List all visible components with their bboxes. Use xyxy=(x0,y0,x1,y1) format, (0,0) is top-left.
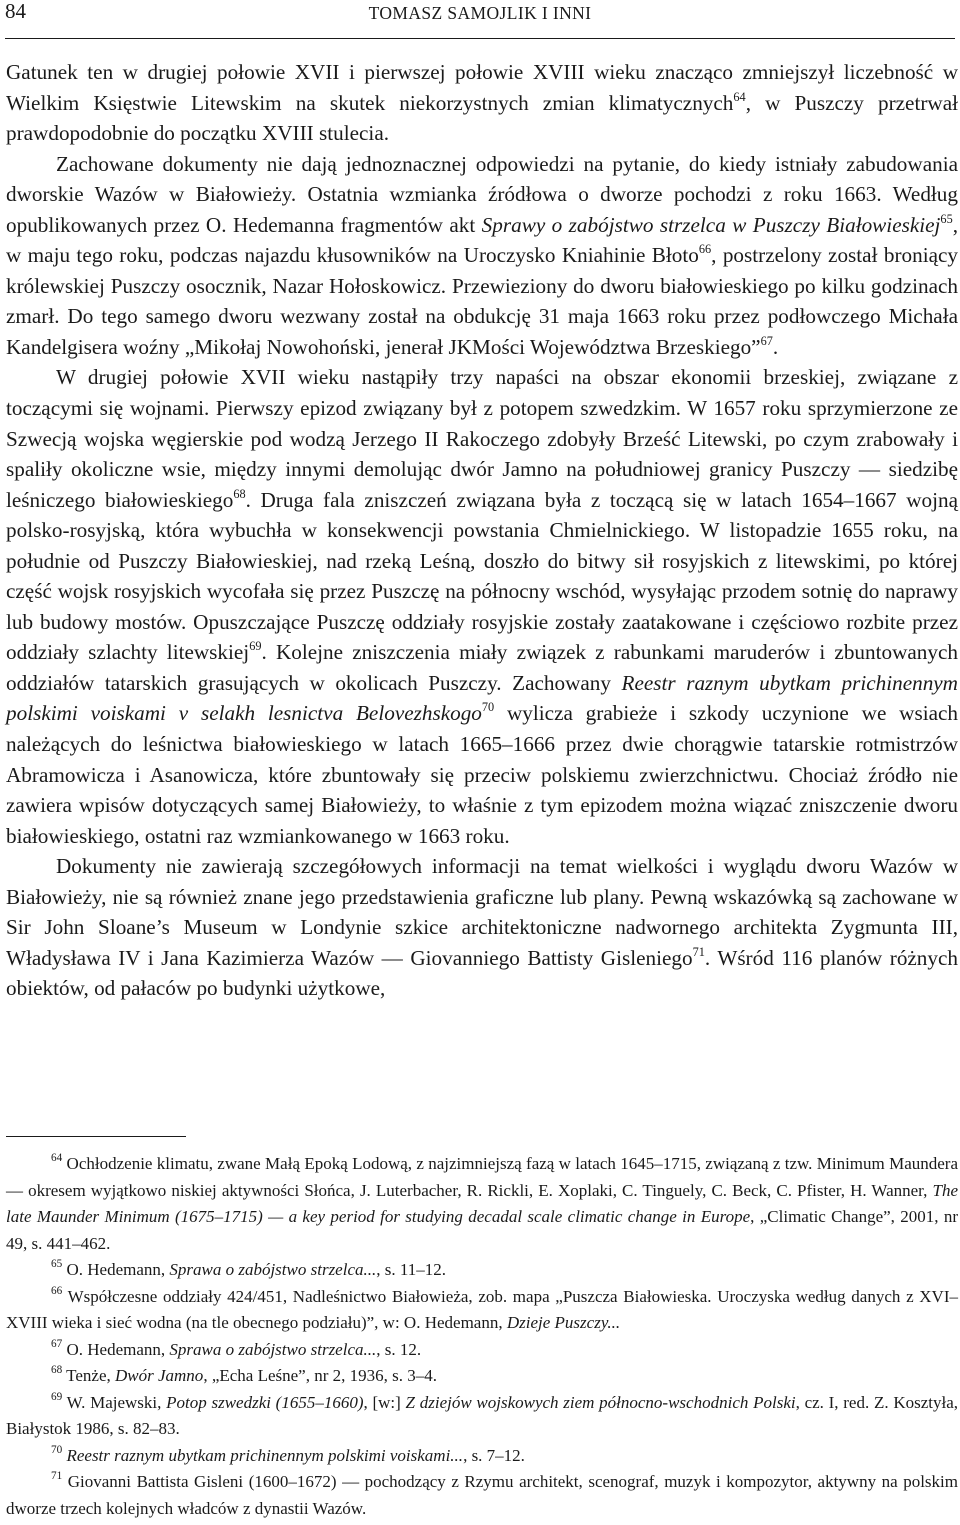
footnote-reference: 68 xyxy=(233,486,246,501)
italic-title-text: Sprawa o zabójstwo strzelca... xyxy=(169,1339,377,1359)
footnote xyxy=(6,1257,958,1284)
text-run: . Kolejne zniszczenia miały związek z rabunkami maruderów i zbuntowanych oddziałów tatarskich grasujących w okolicach Puszczy. Zachowany xyxy=(6,640,958,695)
footnote-number: 64 xyxy=(51,1152,63,1165)
running-head: TOMASZ SAMOJLIK I INNI xyxy=(368,3,592,23)
footnote-number: 67 xyxy=(51,1337,63,1350)
text-run: . Wśród 116 planów różnych obiektów, od pałaców po budynki użytkowe, xyxy=(6,945,958,1001)
footnote-reference: 64 xyxy=(733,89,746,104)
text-run: , w Puszczy przetrwał prawdopodobnie do początku XVIII stulecia. xyxy=(6,90,958,146)
italic-title-text: Dwór Jamno xyxy=(115,1366,204,1385)
header-rule xyxy=(5,38,955,39)
footnote-reference: 67 xyxy=(760,333,773,348)
text-run: wylicza grabieże i szkody uczynione we wsiach należących do leśnictwa białowieskiego w latach 1665–1666 przez dwie chorągwie tatarskie rotmistrzów Abramowicza i Asanowicza, które zbuntowały się przeciw polskiemu zwierzchnictwu. Chociaż źródło nie zawiera wpisów dotyczących samej Białowieży, to właśnie z tym epizodem można wiązać zniszczenie dworu białowieskiego, ostatni raz wzmiankowanego w 1663 roku. xyxy=(6,701,958,848)
footnote-number: 68 xyxy=(51,1364,63,1377)
footnote xyxy=(6,1337,958,1364)
footnote xyxy=(6,1469,958,1522)
text-run: Gatunek ten w drugiej połowie XVII i pierwszej połowie XVIII wieku znacząco zmniejszył liczebność w Wielkim Księstwie Litewskim na skutek niekorzystnych zmian klimatycznych xyxy=(6,60,958,115)
footnote xyxy=(6,1363,958,1390)
italic-title-text: Potop szwedzki (1655–1660) xyxy=(166,1392,364,1412)
main-text xyxy=(6,57,958,1004)
text-run: O. Hedemann, xyxy=(62,1339,170,1359)
text-run: O. Hedemann, xyxy=(62,1260,170,1279)
text-run: W drugiej połowie XVII wieku nastąpiły trzy napaści na obszar ekonomii brzeskiej, związane z toczącymi się wojnami. Pierwszy epizod związany był z potopem szwedzkim. W 1657 roku sprzymierzone ze Szwecją wojska węgierskie pod wodzą Jerzego II Rakoczego zdobyły Brześć Litewski, po czym zrabowały i spaliły okoliczne wsie, między innymi demolując dwór Jamno na południowej granicy Puszczy — siedzibę leśniczego białowieskiego xyxy=(6,365,958,512)
text-run: , [w:] xyxy=(363,1392,406,1412)
body-paragraph xyxy=(6,149,958,363)
footnote-number: 66 xyxy=(51,1284,63,1297)
text-run: , w maju tego roku, podczas najazdu kłusowników na Uroczysko Kniahinie Błoto xyxy=(6,212,958,268)
italic-title-text: The late Maunder Minimum (1675–1715) — a key period for studying decadal scale climatic change in Europe xyxy=(6,1180,958,1226)
italic-title-text: Reestr raznym ubytkam prichinennym polskimi voiskami v selakh lesnictva Belovezhskogo xyxy=(6,670,958,726)
italic-title-text: Z dziejów wojskowych ziem północno-wschodnich Polski xyxy=(405,1392,796,1412)
text-run: , s. 11–12. xyxy=(376,1260,446,1279)
footnote-reference: 66 xyxy=(698,242,712,257)
text-run: Dokumenty nie zawierają szczegółowych informacji na temat wielkości i wyglądu dworu Wazów w Białowieży, nie są również znane jego przedstawienia graficzne lub plany. Pewną wskazówką są zachowane w Sir John Sloane’s Museum w Londynie szkice architektoniczne nadwornego architekta Zygmunta III, Władysława IV i Jana Kazimierza Wazów — Giovanniego Battisty Gisleniego xyxy=(6,854,958,970)
footnote-reference: 70 xyxy=(481,700,495,715)
text-run: , „Echa Leśne”, nr 2, 1936, s. 3–4. xyxy=(203,1366,437,1385)
footnote xyxy=(6,1284,958,1337)
footnote-number: 69 xyxy=(51,1390,63,1403)
page-number: 84 xyxy=(5,0,26,23)
body-paragraph xyxy=(6,851,958,1004)
text-run: , „Climatic Change”, 2001, nr 49, s. 441–462. xyxy=(6,1207,958,1253)
text-run: , postrzelony został broniący królewskiej Puszczy osocznik, Nazar Hołoskowicz. Przewieziony do dworu białowieskiego po kilku godzinach zmarł. Do tego samego dworu wezwany został na obdukcję 31 maja 1663 roku przez podłowczego Michała Kandelgisera woźny „Mikołaj Nowohoński, jenerał JKMości Województwa Brzeskiego” xyxy=(6,243,958,359)
page-header xyxy=(5,0,955,26)
footnote-number: 71 xyxy=(51,1470,63,1483)
text-run: . xyxy=(772,334,779,359)
text-run: Współczesne oddziały 424/451, Nadleśnictwo Białowieża, zob. mapa „Puszcza Białowieska. Uroczyska według danych z XVI–XVIII wieka i sieć wodna (na tle obecnego podziału)”, w: O. Hedemann, xyxy=(6,1286,958,1332)
text-run: Ochłodzenie klimatu, zwane Małą Epoką Lodową, z najzimniejszą fazą w latach 1645–1715, związaną z tzw. Minimum Maundera — okresem wyjątkowo niskiej aktywności Słońca, J. Luterbacher, R. Rickli, E. Xoplaki, C. Tinguely, C. Beck, C. Pfister, H. Wanner, xyxy=(6,1154,958,1200)
italic-title-text: Sprawy o zabójstwo strzelca w Puszczy Białowieskiej xyxy=(481,212,941,237)
footnote-reference: 65 xyxy=(940,211,953,226)
body-paragraph xyxy=(6,57,958,149)
footnote-number: 70 xyxy=(51,1443,63,1456)
text-run: , s. 12. xyxy=(376,1339,422,1359)
text-run: Giovanni Battista Gisleni (1600–1672) — pochodzący z Rzymu architekt, scenograf, muzyk i kompozytor, aktywny na polskim dworze trzech kolejnych władców z dynastii Wazów. xyxy=(6,1472,958,1518)
footnote xyxy=(6,1443,958,1470)
italic-title-text: Reestr raznym ubytkam prichinennym polskimi voiskami... xyxy=(66,1445,464,1465)
footnote-reference: 71 xyxy=(692,944,705,959)
text-run: , s. 7–12. xyxy=(463,1445,525,1465)
footnote-separator xyxy=(6,1136,186,1137)
footnotes-section xyxy=(6,1151,958,1522)
text-run: Zachowane dokumenty nie dają jednoznacznej odpowiedzi na pytanie, do kiedy istniały zabudowania dworskie Wazów w Białowieży. Ostatnia wzmianka źródłowa o dworze pochodzi z roku 1663. Według opublikowanych przez O. Hedemanna fragmentów akt xyxy=(6,151,958,237)
footnote xyxy=(6,1151,958,1257)
text-run: W. Majewski, xyxy=(62,1392,167,1412)
italic-title-text: Dzieje Puszczy... xyxy=(506,1313,621,1332)
body-paragraph xyxy=(6,362,958,851)
italic-title-text: Sprawa o zabójstwo strzelca... xyxy=(169,1260,377,1279)
text-run: . Druga fala zniszczeń związana była z toczącą się w latach 1654–1667 wojną polsko-rosyjską, która wybuchła w konsekwencji powstania Chmielnickiego. W listopadzie 1655 roku, na południe od Puszczy Białowieskiej, nad rzeką Leśną, doszło do bitwy sił rosyjskich z litewskimi, po której część wojsk rosyjskich wycofała się przez Puszczę na północny wschód, wysyłając przodem sotnię do naprawy lub budowy mostów. Opuszczające Puszczę oddziały rosyjskie zostały zaatakowane i częściowo rozbite przez oddziały szlachty litewskiej xyxy=(6,487,958,665)
footnote xyxy=(6,1390,958,1443)
footnote-number: 65 xyxy=(51,1258,63,1271)
text-run: , cz. I, red. Z. Kosztyła, Białystok 1986, s. 82–83. xyxy=(6,1392,958,1438)
footnote-reference: 69 xyxy=(249,639,262,654)
text-run: Tenże, xyxy=(62,1366,115,1385)
